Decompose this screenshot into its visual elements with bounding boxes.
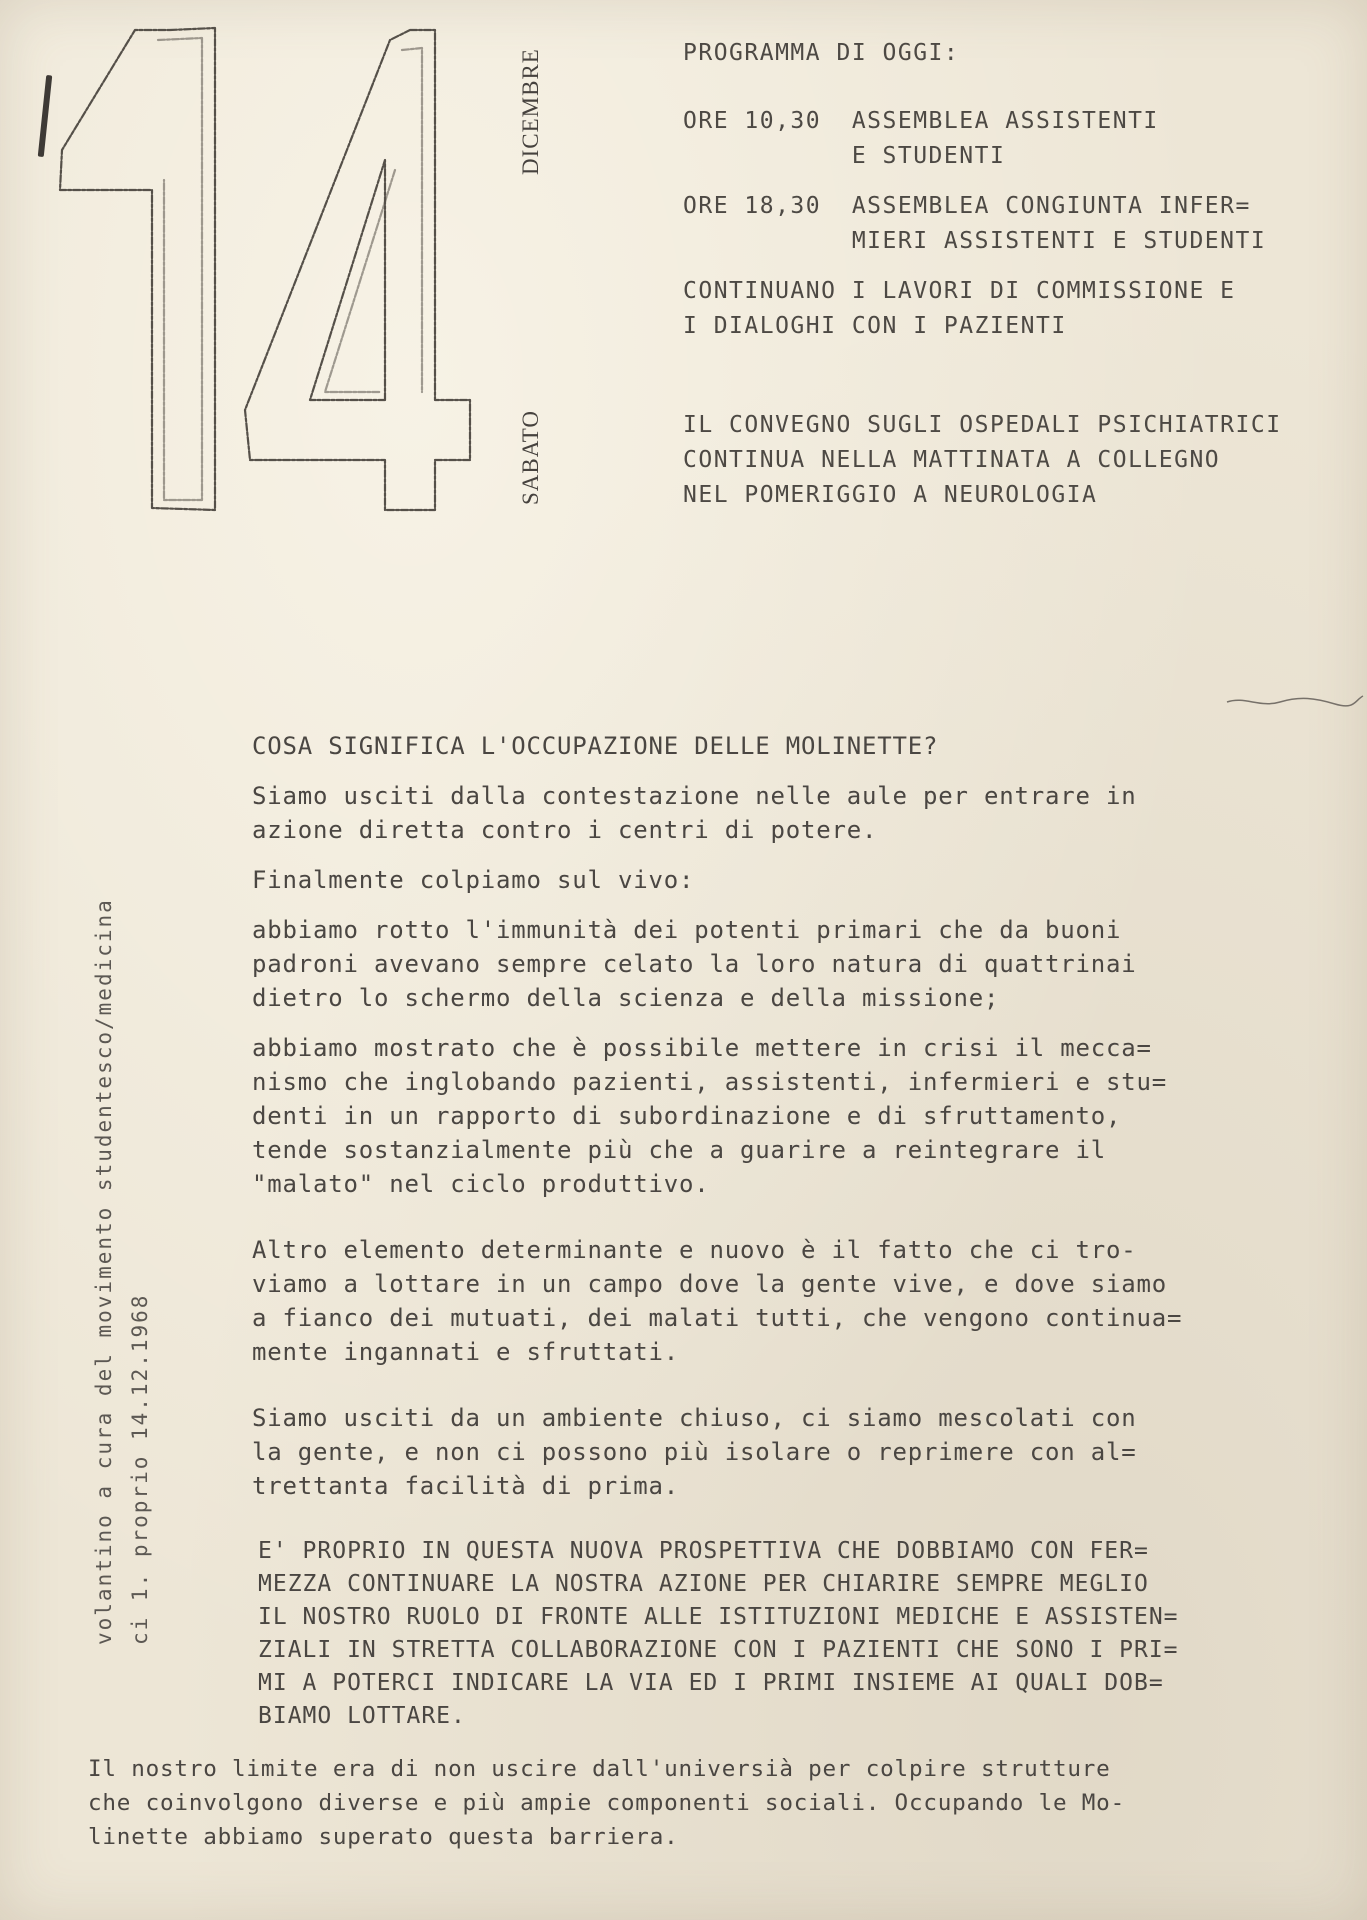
numeral-one: [60, 28, 215, 510]
body-line-caps: IL NOSTRO RUOLO DI FRONTE ALLE ISTITUZIONI MEDICHE E ASSISTEN=: [258, 1604, 1179, 1630]
body-line: abbiamo rotto l'immunità dei potenti primari che da buoni: [252, 916, 1122, 944]
body-line: mente ingannati e sfruttati.: [252, 1338, 679, 1366]
footer-line: linette abbiamo superato questa barriera.: [88, 1824, 679, 1850]
program-line: CONTINUANO I LAVORI DI COMMISSIONE E: [683, 278, 1236, 304]
program-line: MIERI ASSISTENTI E STUDENTI: [683, 228, 1267, 254]
footer-line: che coinvolgono diverse e più ampie componenti sociali. Occupando le Mo-: [88, 1790, 1125, 1816]
body-line: dietro lo schermo della scienza e della missione;: [252, 984, 1000, 1012]
body-line: azione diretta contro i centri di potere.: [252, 816, 878, 844]
body-line: Siamo usciti da un ambiente chiuso, ci siamo mescolati con: [252, 1404, 1137, 1432]
program-title: PROGRAMMA DI OGGI:: [683, 40, 960, 66]
program-line: ORE 10,30 ASSEMBLEA ASSISTENTI: [683, 108, 1159, 134]
body-line-caps: MEZZA CONTINUARE LA NOSTRA AZIONE PER CHIARIRE SEMPRE MEGLIO: [258, 1571, 1149, 1597]
body-line: Siamo usciti dalla contestazione nelle aule per entrare in: [252, 782, 1137, 810]
body-line: trettanta facilità di prima.: [252, 1472, 679, 1500]
pencil-squiggle: [1225, 690, 1365, 720]
body-line: Finalmente colpiamo sul vivo:: [252, 866, 695, 894]
body-line-caps: ZIALI IN STRETTA COLLABORAZIONE CON I PAZIENTI CHE SONO I PRI=: [258, 1637, 1179, 1663]
numeral-four: [245, 30, 470, 510]
program-line: CONTINUA NELLA MATTINATA A COLLEGNO: [683, 447, 1221, 473]
body-line-caps: BIAMO LOTTARE.: [258, 1703, 466, 1729]
body-line: denti in un rapporto di subordinazione e di sfruttamento,: [252, 1102, 1122, 1130]
program-line: IL CONVEGNO SUGLI OSPEDALI PSICHIATRICI: [683, 412, 1282, 438]
body-line: viamo a lottare in un campo dove la gente vive, e dove siamo: [252, 1270, 1167, 1298]
body-line: abbiamo mostrato che è possibile mettere in crisi il mecca=: [252, 1034, 1152, 1062]
body-line: tende sostanzialmente più che a guarire a reintegrare il: [252, 1136, 1106, 1164]
flyer-date: ci 1. proprio 14.12.1968: [128, 1293, 152, 1645]
month-label: DICEMBRE: [518, 48, 543, 175]
program-line: NEL POMERIGGIO A NEUROLOGIA: [683, 482, 1098, 508]
body-line-caps: MI A POTERCI INDICARE LA VIA ED I PRIMI INSIEME AI QUALI DOB=: [258, 1670, 1164, 1696]
body-line: "malato" nel ciclo produttivo.: [252, 1170, 710, 1198]
program-line: ORE 18,30 ASSEMBLEA CONGIUNTA INFER=: [683, 193, 1251, 219]
weekday-label: SABATO: [518, 409, 543, 505]
footer-line: Il nostro limite era di non uscire dall'universià per colpire strutture: [88, 1756, 1111, 1782]
body-line: a fianco dei mutuati, dei malati tutti, che vengono continua=: [252, 1304, 1183, 1332]
body-line: Altro elemento determinante e nuovo è il fatto che ci tro-: [252, 1236, 1137, 1264]
article-heading: COSA SIGNIFICA L'OCCUPAZIONE DELLE MOLINETTE?: [252, 732, 939, 760]
big-date-numeral: [40, 20, 480, 520]
body-line: la gente, e non ci possono più isolare o reprimere con al=: [252, 1438, 1137, 1466]
body-line-caps: E' PROPRIO IN QUESTA NUOVA PROSPETTIVA CHE DOBBIAMO CON FER=: [258, 1538, 1149, 1564]
program-line: E STUDENTI: [683, 143, 1006, 169]
program-line: I DIALOGHI CON I PAZIENTI: [683, 313, 1067, 339]
body-line: nismo che inglobando pazienti, assistenti, infermieri e stu=: [252, 1068, 1167, 1096]
flyer-credit: volantino a cura del movimento studentesco/medicina: [92, 898, 116, 1645]
body-line: padroni avevano sempre celato la loro natura di quattrinai: [252, 950, 1137, 978]
